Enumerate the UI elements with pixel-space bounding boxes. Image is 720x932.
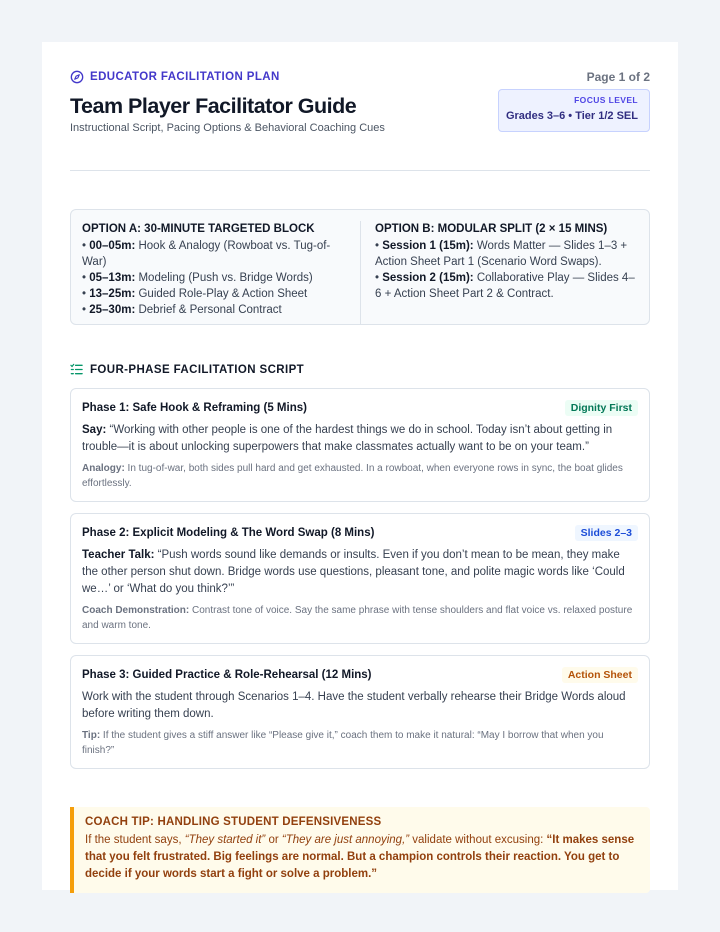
compass-icon [70,70,84,84]
option-a-text: Modeling (Push vs. Bridge Words) [135,272,313,284]
phase-note-label: Analogy: [82,463,125,474]
phase-note-text: Contrast tone of voice. Say the same phrase with tense shoulders and flat voice vs. relaxed posture and warm tone. [82,605,633,631]
phase-note [82,728,638,758]
page-separator: of [625,70,644,84]
phase-body-text: “Push words sound like demands or insults. Even if you don’t mean to be mean, they make the other person shut down. Bridge words use questions, pleasant tone, and polite magic words like ‘Could we…’ or ‘What do you think?’” [82,549,625,595]
option-b-item: • Session 2 (15m): Collaborative Play — Slides 4–6 + Action Sheet Part 2 & Contract. [375,272,635,300]
coach-tip-lead: If the student says, [85,834,185,846]
coach-tip-callout [70,807,650,893]
list-check-icon [70,363,83,376]
coach-tip-emphasis: “It makes sense that you felt frustrated. Big feelings are normal. But a champion controls their reaction. You get to decide if your words start a fight or solve a problem.” [85,834,635,880]
phase-body-label: Say: [82,424,107,436]
phase-header [82,400,638,416]
option-b-text: Collaborative Play — Slides 4–6 + Action Sheet Part 2 & Contract. [375,272,635,300]
option-a [71,221,360,324]
phase-title: Phase 3: Guided Practice & Role-Rehearsal (12 Mins) [82,669,372,681]
option-a-title: OPTION A: 30-MINUTE TARGETED BLOCK [82,223,315,235]
option-a-text: Hook & Analogy (Rowboat vs. Tug-of-War) [82,240,331,268]
script-section-label: FOUR-PHASE FACILITATION SCRIPT [90,363,305,376]
phase-body [82,422,638,456]
option-a-time: 05–13m: [89,272,136,284]
coach-tip-quote-2: “They are just annoying,” [281,834,410,846]
coach-tip-quote-1: “They started it” [184,834,266,846]
phase-note-label: Tip: [82,730,101,741]
option-b-title: OPTION B: MODULAR SPLIT (2 × 15 MINS) [375,223,608,235]
phase-body-label: Teacher Talk: [82,549,155,561]
phase-badge: Action Sheet [562,667,638,683]
option-b-text: Words Matter — Slides 1–3 + Action Sheet Part 1 (Scenario Word Swaps). [375,240,628,268]
page-current: 1 [618,70,626,84]
page-number [587,70,650,84]
coach-tip-body [85,832,638,883]
script-section-title [70,363,650,376]
page-title: Team Player Facilitator Guide [70,94,357,118]
phase-title: Phase 1: Safe Hook & Reframing (5 Mins) [82,402,307,414]
phase-card-2 [70,513,650,644]
page-total: 2 [643,70,650,84]
option-a-time: 13–25m: [89,288,136,300]
option-a-item: • 13–25m: Guided Role-Play & Action Sheet [82,288,308,300]
phase-card-1 [70,388,650,502]
phase-body-text: Work with the student through Scenarios 1–4. Have the student verbally rehearse their Bridge Words aloud before writing them down. [82,691,626,720]
page-subtitle: Instructional Script, Pacing Options & Behavioral Coaching Cues [70,122,385,134]
option-b [360,221,649,324]
phase-badge: Slides 2–3 [575,525,638,541]
option-a-text: Guided Role-Play & Action Sheet [135,288,308,300]
phase-body [82,689,638,723]
phase-header [82,667,638,683]
option-b-time: Session 1 (15m): [382,240,474,252]
eyebrow-label: EDUCATOR FACILITATION PLAN [90,71,280,83]
coach-tip-mid: or [265,834,282,846]
option-a-time: 25–30m: [89,304,136,316]
coach-tip-title: COACH TIP: HANDLING STUDENT DEFENSIVENESS [85,816,382,828]
option-b-time: Session 2 (15m): [382,272,474,284]
phase-title: Phase 2: Explicit Modeling & The Word Swap (8 Mins) [82,527,375,539]
coach-tip-mid-2: validate without excusing: [409,834,547,846]
phase-note-text: In tug-of-war, both sides pull hard and get exhausted. In a rowboat, when everyone rows in sync, the boat glides effortlessly. [82,463,623,489]
option-a-item: • 00–05m: Hook & Analogy (Rowboat vs. Tug-of-War) [82,240,331,268]
phase-card-3 [70,655,650,769]
page-prefix: Page [586,70,619,84]
focus-level-label: FOCUS LEVEL [574,95,638,105]
phase-note [82,461,638,491]
focus-level-box [498,89,650,132]
header [70,70,650,171]
pacing-options [70,209,650,325]
phase-body [82,547,638,598]
option-a-text: Debrief & Personal Contract [135,304,282,316]
document-page [42,42,678,890]
option-a-item: • 25–30m: Debrief & Personal Contract [82,304,282,316]
phase-header [82,525,638,541]
eyebrow [70,70,650,84]
option-a-item: • 05–13m: Modeling (Push vs. Bridge Words) [82,272,313,284]
phase-body-text: “Working with other people is one of the hardest things we do in school. Today isn’t about getting in trouble—it is about unlocking superpowers that make classmates actually want to be on your team.” [82,424,613,453]
phase-note-label: Coach Demonstration: [82,605,190,616]
phase-note [82,603,638,633]
phase-note-text: If the student gives a stiff answer like “Please give it,” coach them to make it natural: “May I borrow that when you finish?” [82,730,604,756]
phase-badge: Dignity First [565,400,638,416]
option-a-time: 00–05m: [89,240,136,252]
option-b-item: • Session 1 (15m): Words Matter — Slides 1–3 + Action Sheet Part 1 (Scenario Word Swaps). [375,240,628,268]
focus-level-value: Grades 3–6 • Tier 1/2 SEL [505,110,638,122]
